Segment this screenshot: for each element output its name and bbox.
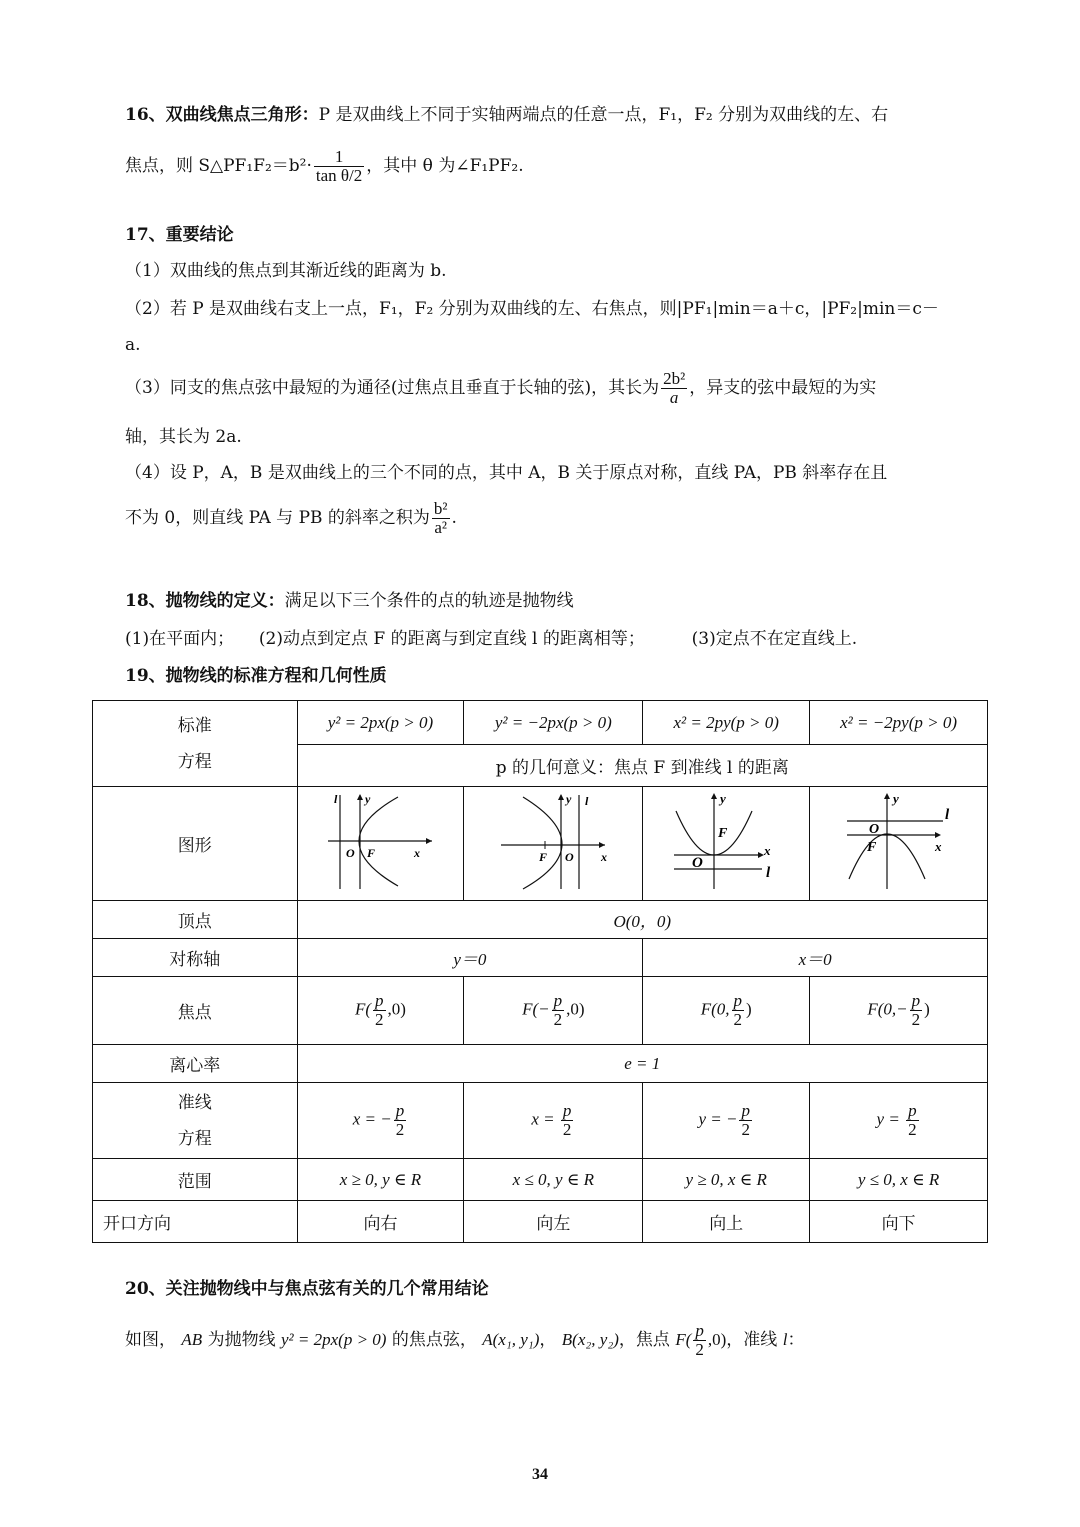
s16-line2-post: ，其中 θ 为∠F₁PF₂.: [366, 156, 524, 176]
label-focus: F: [539, 850, 548, 864]
s17-item4b-pre: 不为 0，则直线 PA 与 PB 的斜率之积为: [125, 508, 430, 528]
s17-title: 17、重要结论: [125, 225, 234, 245]
directrix-pre: x =: [531, 1109, 559, 1129]
s19-title: 19、抛物线的标准方程和几何性质: [125, 666, 387, 686]
table-row-equation: [93, 701, 988, 745]
directrix-fraction: [906, 1102, 919, 1139]
s16-title: 16、双曲线焦点三角形：: [125, 105, 319, 125]
label-origin: O: [692, 855, 704, 871]
s18-condition-3: (3)定点不在定直线上.: [691, 629, 858, 649]
parabola-right-graph: [320, 791, 440, 891]
s20-text-i: ，焦点: [618, 1330, 676, 1350]
directrix-up: [643, 1083, 810, 1159]
label-origin: O: [346, 846, 356, 860]
table-row-eccentricity: [93, 1045, 988, 1083]
directrix-down: [810, 1083, 988, 1159]
focus-fraction: [373, 992, 386, 1029]
label-l: l: [334, 792, 338, 806]
focus-right: [297, 977, 464, 1045]
frac-num: p: [375, 991, 384, 1010]
s18-line1: [125, 588, 960, 614]
s16-frac-num: 1: [314, 148, 364, 167]
directrix-right: [297, 1083, 464, 1159]
label-x: x: [601, 850, 608, 864]
graph-right: [297, 787, 464, 901]
focus-down: [810, 977, 988, 1045]
s20-equation: y² = 2px(p > 0): [281, 1330, 387, 1349]
frac-den: 2: [395, 1120, 405, 1139]
frac-num: p: [733, 991, 742, 1010]
s17-item4b: [125, 496, 960, 540]
frac-den: 2: [553, 1010, 563, 1029]
focus-post: ,0): [387, 999, 406, 1019]
label-axis: 对称轴: [93, 939, 298, 977]
label-eccentricity: 离心率: [93, 1045, 298, 1083]
parabola-left-graph: [493, 791, 613, 891]
label-directrix: 准线: [177, 1092, 212, 1113]
frac-den: 2: [562, 1120, 572, 1139]
table-row-directrix: [93, 1083, 988, 1159]
directrix-pre: y =: [876, 1109, 905, 1129]
range-up: y ≥ 0, x ∈ R: [643, 1159, 810, 1201]
page-number: 34: [532, 1466, 548, 1483]
s18-title-rest: 满足以下三个条件的点的轨迹是抛物线: [284, 591, 574, 611]
s16-line2-pre: 焦点，则 S△PF₁F₂＝b²·: [125, 156, 312, 176]
s20-focus-fraction: [693, 1322, 706, 1359]
s20-text-e: 的焦点弦，: [386, 1330, 477, 1350]
frac-den: 2: [733, 1010, 742, 1029]
s17-item4-den: a²: [434, 518, 448, 537]
s16-line1: [125, 102, 960, 128]
axis-x0: x＝0: [643, 939, 988, 977]
open-left: 向左: [464, 1201, 643, 1243]
label-focus: F: [367, 846, 376, 860]
table-row-range: [93, 1159, 988, 1201]
vertex-value: O(0，0): [297, 901, 987, 939]
s20-directrix-l: l: [782, 1330, 788, 1349]
s17-item3-fraction: [661, 370, 687, 407]
label-directrix-equation: [93, 1083, 298, 1159]
parabola-down-graph: [839, 789, 959, 893]
s20-focus-pre: F(: [675, 1330, 692, 1349]
equation-down: x² = −2py(p > 0): [810, 701, 988, 745]
label-y: y: [720, 791, 726, 806]
s20-text-c: 为抛物线: [202, 1330, 281, 1350]
s20-chord-ab: AB: [181, 1330, 203, 1349]
frac-num: p: [553, 991, 563, 1010]
range-left: x ≤ 0, y ∈ R: [464, 1159, 643, 1201]
s16-frac-den: tan θ/2: [315, 166, 363, 185]
label-equation: 方程: [177, 1128, 212, 1149]
table-row-focus: [93, 977, 988, 1045]
s20-comma: ，: [539, 1330, 557, 1350]
s20-frac-num: p: [695, 1321, 704, 1340]
s17-item3a: [125, 366, 960, 410]
graph-down: [810, 787, 988, 901]
label-y: y: [892, 791, 899, 806]
table-row-vertex: [93, 901, 988, 939]
s16-fraction: [314, 148, 364, 185]
open-right: 向右: [297, 1201, 464, 1243]
frac-den: 2: [911, 1010, 921, 1029]
focus-post: ): [924, 999, 930, 1019]
equation-right: y² = 2px(p > 0): [297, 701, 464, 745]
focus-fraction: [552, 992, 565, 1029]
frac-num: p: [562, 1101, 572, 1120]
label-x: x: [414, 846, 421, 860]
parabola-up-graph: [666, 789, 786, 893]
s20-paragraph: [125, 1318, 960, 1362]
s17-item3a-pre: （3）同支的焦点弦中最短的为通径(过焦点且垂直于长轴的弦)，其长为: [125, 378, 660, 398]
s20-text-a: 如图，: [125, 1330, 176, 1350]
label-l: l: [766, 865, 771, 881]
s17-item4-fraction: [432, 500, 450, 537]
label-graph: 图形: [93, 787, 298, 901]
table-row-axis: [93, 939, 988, 977]
directrix-pre: y = −: [698, 1109, 738, 1129]
s17-item2a: （2）若 P 是双曲线右支上一点，F₁，F₂ 分别为双曲线的左、右焦点，则|PF₁|min＝a＋c，|PF₂|min＝c－: [125, 299, 939, 319]
directrix-left: [464, 1083, 643, 1159]
label-focus: 焦点: [93, 977, 298, 1045]
s17-item4b-post: .: [451, 508, 457, 528]
axis-y0: y＝0: [297, 939, 643, 977]
s17-item3b: 轴，其长为 2a.: [125, 427, 242, 447]
focus-fraction: [732, 992, 745, 1029]
graph-left: [464, 787, 643, 901]
frac-num: p: [395, 1101, 405, 1120]
frac-den: 2: [741, 1120, 750, 1139]
directrix-fraction: [394, 1102, 407, 1139]
focus-pre: F(0,: [700, 999, 730, 1019]
s18-conditions: [125, 626, 960, 652]
label-standard: 标准: [177, 715, 212, 736]
label-equation: 方程: [177, 751, 212, 772]
focus-post: ,0): [566, 999, 585, 1019]
s16-line2: [125, 146, 960, 186]
label-l: l: [585, 794, 589, 808]
s17-item1: （1）双曲线的焦点到其渐近线的距离为 b.: [125, 261, 447, 281]
table-row-graph: [93, 787, 988, 901]
eccentricity-value: e = 1: [297, 1045, 987, 1083]
s17-item3-den: a: [669, 388, 679, 407]
label-l: l: [944, 807, 949, 823]
s18-condition-1: (1)在平面内；: [125, 629, 235, 649]
label-opening: 开口方向: [93, 1201, 298, 1243]
label-y: y: [365, 792, 371, 806]
range-down: y ≤ 0, x ∈ R: [810, 1159, 988, 1201]
label-x: x: [764, 843, 771, 858]
s20-frac-den: 2: [695, 1340, 704, 1359]
graph-up: [643, 787, 810, 901]
label-standard-equation: [93, 701, 298, 787]
open-up: 向上: [643, 1201, 810, 1243]
directrix-pre: x = −: [352, 1109, 392, 1129]
focus-pre: F(: [354, 999, 372, 1019]
s16-line1-text: P 是双曲线上不同于实轴两端点的任意一点，F₁，F₂ 分别为双曲线的左、右: [318, 105, 889, 125]
label-origin: O: [868, 822, 879, 837]
s20-text-j: ，准线: [726, 1330, 783, 1350]
equation-left: y² = −2px(p > 0): [464, 701, 643, 745]
s17-item3-num: 2b²: [663, 369, 686, 388]
s20-title: 20、关注抛物线中与焦点弦有关的几个常用结论: [125, 1279, 489, 1299]
frac-num: p: [911, 991, 921, 1010]
table-row-opening: [93, 1201, 988, 1243]
range-right: x ≥ 0, y ∈ R: [297, 1159, 464, 1201]
s17-item3a-post: ，异支的弦中最短的为实: [689, 378, 877, 398]
frac-num: p: [741, 1101, 750, 1120]
s20-point-a: A(x₁, y₁): [482, 1330, 540, 1349]
s17-item4-num: b²: [433, 499, 448, 518]
s17-item2b: a.: [125, 335, 141, 355]
frac-den: 2: [908, 1120, 917, 1139]
label-vertex: 顶点: [93, 901, 298, 939]
open-down: 向下: [810, 1201, 988, 1243]
frac-num: p: [908, 1101, 917, 1120]
parabola-properties-table: [92, 700, 988, 1243]
s20-focus-post: ,0): [707, 1330, 727, 1349]
s20-point-b: B(x₂, y₂): [561, 1330, 619, 1349]
p-meaning: p 的几何意义：焦点 F 到准线 l 的距离: [297, 745, 987, 787]
label-focus: F: [718, 826, 728, 841]
focus-up: [643, 977, 810, 1045]
label-x: x: [934, 839, 942, 854]
s18-condition-2: (2)动点到定点 F 的距离与到定直线 l 的距离相等；: [258, 629, 645, 649]
s17-item4a: （4）设 P，A，B 是双曲线上的三个不同的点，其中 A，B 关于原点对称，直线 PA，PB 斜率存在且: [125, 463, 888, 483]
focus-fraction: [910, 992, 923, 1029]
equation-up: x² = 2py(p > 0): [643, 701, 810, 745]
label-range: 范围: [93, 1159, 298, 1201]
focus-pre: F(0,−: [867, 999, 908, 1019]
label-y: y: [566, 792, 572, 806]
label-origin: O: [565, 850, 574, 864]
focus-left: [464, 977, 643, 1045]
s18-title: 18、抛物线的定义：: [125, 591, 285, 611]
label-focus: F: [866, 840, 876, 855]
directrix-fraction: [739, 1102, 752, 1139]
frac-den: 2: [375, 1010, 384, 1029]
directrix-fraction: [561, 1102, 574, 1139]
s20-colon: ：: [787, 1330, 805, 1350]
focus-pre: F(−: [522, 999, 550, 1019]
focus-post: ): [746, 999, 752, 1019]
